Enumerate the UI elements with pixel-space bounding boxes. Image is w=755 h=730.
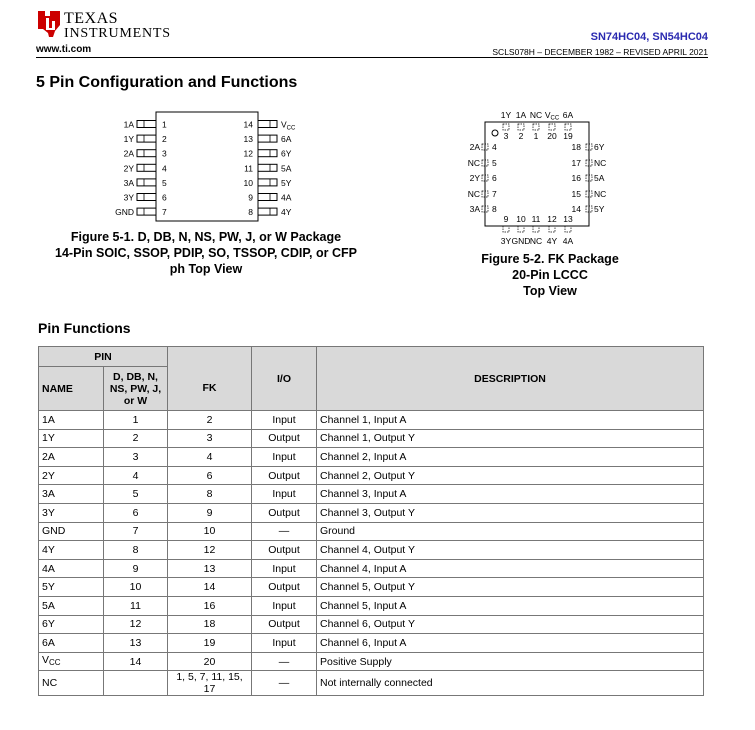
logo-line1: TEXAS: [64, 10, 119, 27]
lccc-top-number: 20: [547, 131, 557, 141]
lccc-top-number: 1: [533, 131, 539, 141]
cell-io: Output: [252, 541, 317, 560]
lccc-left-label: 2Y: [469, 173, 480, 183]
lccc-bottom-label: 3Y: [500, 236, 512, 246]
dip-pin-name: 1Y: [123, 134, 134, 145]
cell-d-pin: 13: [104, 634, 168, 653]
cell-name: 6Y: [39, 615, 104, 634]
dip-pin-name: $V_{CC}$: [281, 119, 296, 132]
lccc-pad: [549, 226, 555, 232]
cell-description: Channel 5, Input A: [317, 596, 704, 615]
lccc-left-label: NC: [467, 189, 480, 199]
figure-5-1-caption-line1: Figure 5-1. D, DB, N, NS, PW, J, or W Package: [70, 230, 342, 244]
figure-5-2-caption-line1: Figure 5-2. FK Package: [481, 252, 619, 266]
cell-description: Channel 3, Output Y: [317, 503, 704, 522]
dip-pin-lead: [258, 164, 277, 171]
dip-pin-name: 4A: [281, 192, 292, 203]
lccc-bottom-number: 11: [531, 214, 541, 224]
dip-pin-name: 2A: [123, 148, 134, 159]
lccc-bottom-label: GND: [511, 236, 531, 246]
cell-name: $V_{CC}$: [39, 652, 104, 671]
cell-description: Channel 1, Input A: [317, 411, 704, 430]
lccc-bottom-number: 13: [563, 214, 573, 224]
cell-description: Channel 4, Input A: [317, 559, 704, 578]
lccc-right-number: 17: [571, 158, 581, 168]
lccc-pad: [533, 226, 539, 232]
document-id: SCLS078H – DECEMBER 1982 – REVISED APRIL 2021: [492, 47, 708, 57]
dip-pin-number: 7: [162, 207, 167, 218]
table-row: [39, 448, 704, 467]
cell-description: Not internally connected: [317, 671, 704, 696]
header-name: NAME: [39, 367, 104, 411]
lccc-pad: [518, 124, 524, 130]
cell-name: 5Y: [39, 578, 104, 597]
dip-pin-lead: [137, 179, 156, 186]
dip-pin-name: 6A: [281, 134, 292, 145]
cell-description: Channel 2, Output Y: [317, 466, 704, 485]
lccc-bottom-number: 12: [547, 214, 557, 224]
cell-description: Channel 6, Input A: [317, 634, 704, 653]
lccc-top-number: 19: [563, 131, 573, 141]
lccc-left-number: 8: [492, 204, 497, 214]
cell-fk-pin: 4: [168, 448, 252, 467]
dip-pin-lead: [258, 194, 277, 201]
cell-name: 5A: [39, 596, 104, 615]
cell-fk-pin: 9: [168, 503, 252, 522]
pin1-marker-icon: [492, 130, 498, 136]
cell-name: 2Y: [39, 466, 104, 485]
pin-functions-title: Pin Functions: [38, 320, 131, 336]
lccc-bottom-label: NC: [529, 236, 543, 246]
dip-pin-lead: [137, 121, 156, 128]
cell-io: Input: [252, 411, 317, 430]
cell-fk-pin: 19: [168, 634, 252, 653]
cell-fk-pin: 14: [168, 578, 252, 597]
lccc-bottom-number: 10: [516, 214, 526, 224]
lccc-right-label: 5Y: [594, 204, 605, 214]
header-description: DESCRIPTION: [317, 347, 704, 411]
cell-description: Positive Supply: [317, 652, 704, 671]
dip-pin-name: 6Y: [281, 148, 292, 159]
lccc-pad: [518, 226, 524, 232]
lccc-left-label: 3A: [469, 204, 480, 214]
cell-d-pin: 4: [104, 466, 168, 485]
dip-pin-lead: [258, 135, 277, 142]
dip-pin-number: 9: [248, 192, 253, 203]
cell-io: Input: [252, 634, 317, 653]
lccc-top-label: VCC: [544, 110, 560, 122]
lccc-top-label: 1Y: [500, 110, 512, 120]
dip-package-diagram: [100, 110, 330, 226]
lccc-left-label: NC: [467, 158, 480, 168]
table-row: [39, 466, 704, 485]
dip-pin-number: 8: [248, 207, 253, 218]
lccc-right-number: 14: [571, 204, 581, 214]
lccc-pad: [503, 226, 509, 232]
dip-pin-number: 13: [243, 134, 253, 145]
cell-d-pin: 7: [104, 522, 168, 541]
dip-pin-name: 1A: [123, 119, 134, 130]
cell-d-pin: 8: [104, 541, 168, 560]
dip-pin-lead: [258, 179, 277, 186]
figure-5-2-caption: [440, 251, 660, 299]
table-row: [39, 522, 704, 541]
cell-name: 4A: [39, 559, 104, 578]
cell-d-pin: 10: [104, 578, 168, 597]
cell-io: Output: [252, 503, 317, 522]
cell-description: Channel 4, Output Y: [317, 541, 704, 560]
lccc-bottom-label: 4Y: [546, 236, 558, 246]
table-row: [39, 671, 704, 696]
lccc-left-number: 5: [492, 158, 497, 168]
cell-fk-pin: 6: [168, 466, 252, 485]
dip-pin-lead: [258, 150, 277, 157]
lccc-top-number: 2: [518, 131, 524, 141]
header-pin: PIN: [39, 347, 168, 367]
cell-fk-pin: 3: [168, 429, 252, 448]
table-row: [39, 411, 704, 430]
lccc-pad: [503, 124, 509, 130]
figure-5-1-caption-line2: 14-Pin SOIC, SSOP, PDIP, SO, TSSOP, CDIP, or CFP: [55, 246, 357, 260]
cell-io: Input: [252, 448, 317, 467]
figure-5-2-caption-line3: Top View: [523, 284, 577, 298]
lccc-right-label: NC: [594, 189, 607, 199]
figure-5-1-caption-line3: ph Top View: [169, 262, 243, 276]
dip-pin-lead: [258, 208, 277, 215]
dip-pin-name: 5Y: [281, 177, 292, 188]
table-row: [39, 429, 704, 448]
header-divider: [36, 57, 708, 58]
table-row: [39, 559, 704, 578]
lccc-top-number: 3: [503, 131, 509, 141]
dip-pin-number: 11: [244, 163, 253, 174]
lccc-right-label: 6Y: [594, 142, 605, 152]
lccc-pad: [565, 226, 571, 232]
header-io: I/O: [252, 347, 317, 411]
header-fk: FK: [168, 367, 252, 411]
lccc-right-number: 18: [571, 142, 581, 152]
cell-description: Channel 5, Output Y: [317, 578, 704, 597]
cell-io: Output: [252, 578, 317, 597]
dip-pin-number: 2: [162, 134, 167, 145]
website-link[interactable]: www.ti.com: [36, 44, 92, 55]
cell-d-pin: 11: [104, 596, 168, 615]
dip-pin-lead: [137, 194, 156, 201]
table-row: [39, 615, 704, 634]
cell-name: 3A: [39, 485, 104, 504]
section-title: 5 Pin Configuration and Functions: [36, 74, 298, 91]
lccc-pad: [549, 124, 555, 130]
lccc-right-label: 5A: [594, 173, 605, 183]
cell-name: 6A: [39, 634, 104, 653]
cell-fk-pin: 10: [168, 522, 252, 541]
cell-fk-pin: 8: [168, 485, 252, 504]
lccc-left-number: 4: [492, 142, 497, 152]
lccc-right-label: NC: [594, 158, 607, 168]
cell-fk-pin: 1, 5, 7, 11, 15, 17: [168, 671, 252, 696]
cell-io: Input: [252, 559, 317, 578]
lccc-top-label: 6A: [562, 110, 574, 120]
cell-fk-pin: 20: [168, 652, 252, 671]
dip-pin-lead: [137, 208, 156, 215]
cell-fk-pin: 18: [168, 615, 252, 634]
lccc-left-number: 7: [492, 189, 497, 199]
dip-pin-lead: [137, 135, 156, 142]
dip-pin-name: GND: [115, 207, 134, 218]
cell-name: 2A: [39, 448, 104, 467]
cell-description: Channel 3, Input A: [317, 485, 704, 504]
cell-name: GND: [39, 522, 104, 541]
cell-d-pin: [104, 671, 168, 696]
table-row: [39, 652, 704, 671]
dip-pin-name: 2Y: [123, 163, 134, 174]
cell-d-pin: 2: [104, 429, 168, 448]
lccc-pad: [533, 124, 539, 130]
dip-pin-number: 10: [243, 177, 253, 188]
cell-fk-pin: 13: [168, 559, 252, 578]
cell-io: Output: [252, 466, 317, 485]
cell-io: —: [252, 671, 317, 696]
lccc-pad: [565, 124, 571, 130]
cell-name: 4Y: [39, 541, 104, 560]
cell-fk-pin: 16: [168, 596, 252, 615]
cell-description: Ground: [317, 522, 704, 541]
dip-pin-lead: [137, 164, 156, 171]
lccc-top-label: 1A: [515, 110, 527, 120]
cell-io: Input: [252, 596, 317, 615]
lccc-right-number: 15: [571, 189, 581, 199]
dip-pin-lead: [258, 121, 277, 128]
dip-pin-lead: [137, 150, 156, 157]
cell-name: NC: [39, 671, 104, 696]
cell-d-pin: 14: [104, 652, 168, 671]
logo-line2: INSTRUMENTS: [64, 26, 171, 41]
cell-d-pin: 9: [104, 559, 168, 578]
table-row: [39, 578, 704, 597]
cell-d-pin: 6: [104, 503, 168, 522]
dip-pin-number: 6: [162, 192, 167, 203]
cell-name: 1A: [39, 411, 104, 430]
lccc-left-label: 2A: [469, 142, 480, 152]
lccc-top-label: NC: [529, 110, 543, 120]
cell-fk-pin: 12: [168, 541, 252, 560]
table-row: [39, 541, 704, 560]
dip-pin-number: 1: [162, 119, 167, 130]
cell-description: Channel 1, Output Y: [317, 429, 704, 448]
cell-d-pin: 3: [104, 448, 168, 467]
cell-fk-pin: 2: [168, 411, 252, 430]
figure-5-2-caption-line2: 20-Pin LCCC: [512, 268, 588, 282]
cell-io: Output: [252, 429, 317, 448]
dip-pin-name: 3A: [123, 177, 134, 188]
lccc-right-number: 16: [571, 173, 581, 183]
dip-pin-number: 14: [243, 119, 253, 130]
header-d-package: D, DB, N, NS, PW, J, or W: [104, 367, 168, 411]
cell-d-pin: 1: [104, 411, 168, 430]
table-row: [39, 634, 704, 653]
part-numbers: SN74HC04, SN54HC04: [590, 31, 708, 43]
dip-pin-name: 3Y: [123, 192, 134, 203]
table-row: [39, 596, 704, 615]
dip-pin-name: 4Y: [281, 207, 292, 218]
pin-functions-table: [38, 346, 704, 696]
lccc-left-number: 6: [492, 173, 497, 183]
cell-name: 1Y: [39, 429, 104, 448]
cell-d-pin: 5: [104, 485, 168, 504]
cell-d-pin: 12: [104, 615, 168, 634]
dip-pin-number: 3: [162, 148, 167, 159]
dip-pin-number: 4: [162, 163, 167, 174]
table-row: [39, 485, 704, 504]
lccc-package-diagram: [455, 106, 625, 251]
cell-description: Channel 2, Input A: [317, 448, 704, 467]
cell-name: 3Y: [39, 503, 104, 522]
cell-io: Output: [252, 615, 317, 634]
table-row: [39, 503, 704, 522]
cell-description: Channel 6, Output Y: [317, 615, 704, 634]
lccc-bottom-number: 9: [503, 214, 509, 224]
lccc-bottom-label: 4A: [562, 236, 574, 246]
dip-pin-number: 12: [243, 148, 253, 159]
cell-io: —: [252, 652, 317, 671]
cell-io: Input: [252, 485, 317, 504]
figure-5-1-caption: [36, 229, 376, 277]
ti-logo-icon: [36, 9, 62, 39]
cell-io: —: [252, 522, 317, 541]
dip-pin-name: 5A: [281, 163, 292, 174]
dip-pin-number: 5: [162, 177, 167, 188]
